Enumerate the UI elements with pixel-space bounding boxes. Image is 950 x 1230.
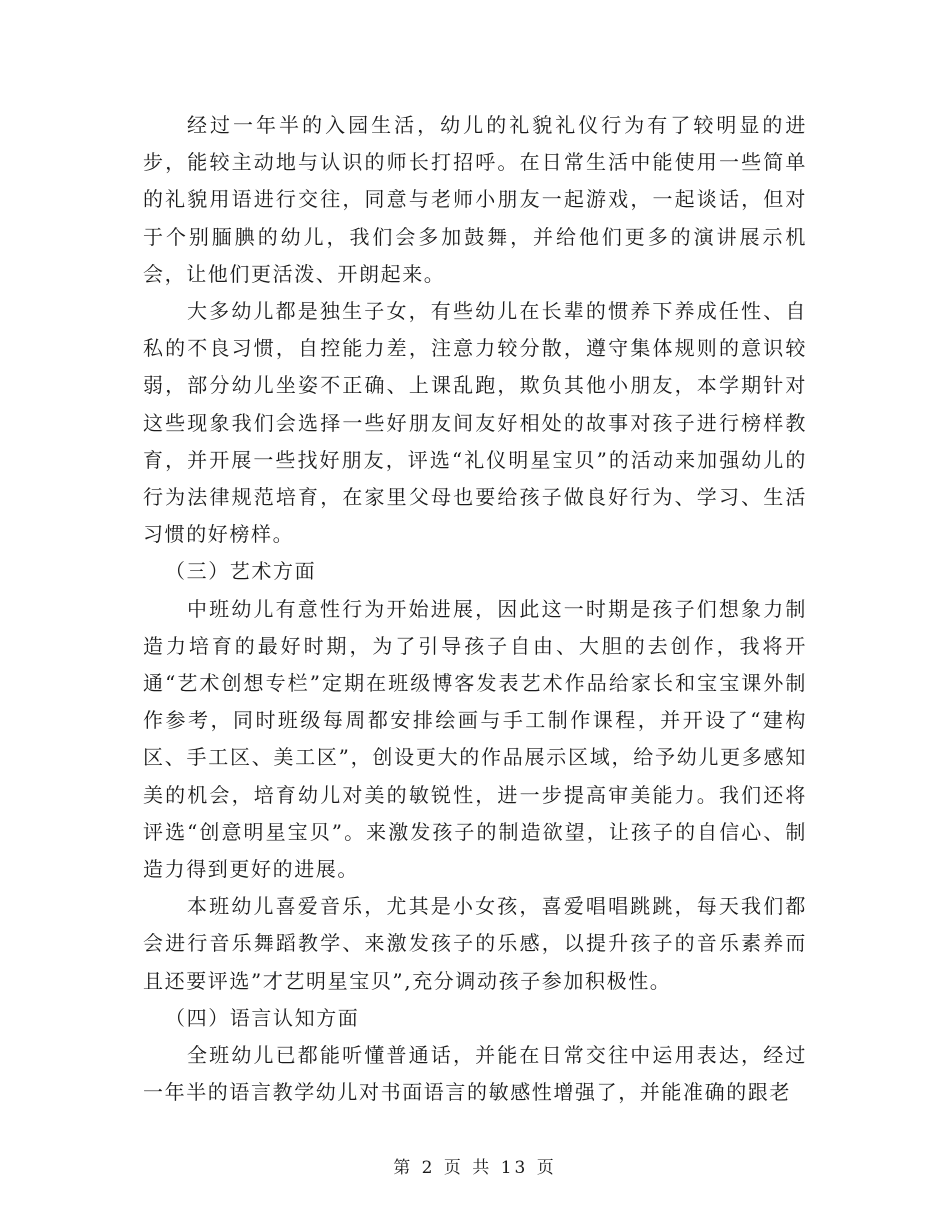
paragraph-behavior: 大多幼儿都是独生子女，有些幼儿在长辈的惯养下养成任性、自私的不良习惯，自控能力差，注意力较分散，遵守集体规则的意识较弱，部分幼儿坐姿不正确、上课乱跑，欺负其他小朋友，本学期针对这些现象我们会选择一些好朋友间友好相处的故事对孩子进行榜样教育，并开展一些找好朋友，评选“礼仪明星宝贝”的活动来加强幼儿的行为法律规范培育，在家里父母也要给孩子做良好行为、学习、生活习惯的好榜样。 [143,299,807,547]
paragraph-etiquette: 经过一年半的入园生活，幼儿的礼貌礼仪行为有了较明显的进步，能较主动地与认识的师长打招呼。在日常生活中能使用一些简单的礼貌用语进行交往，同意与老师小朋友一起游戏，一起谈话，但对于个别腼腆的幼儿，我们会多加鼓舞，并给他们更多的演讲展示机会，让他们更活泼、开朗起来。 [143,113,807,286]
section-heading-art: （三）艺术方面 [165,559,317,584]
paragraph-art-creativity: 中班幼儿有意性行为开始进展，因此这一时期是孩子们想象力制造力培育的最好时期，为了引导孩子自由、大胆的去创作，我将开通“艺术创想专栏”定期在班级博客发表艺术作品给家长和宝宝课外制作参考，同时班级每周都安排绘画与手工制作课程，并开设了“建构区、手工区、美工区”，创设更大的作品展示区域，给予幼儿更多感知美的机会，培育幼儿对美的敏锐性，进一步提高审美能力。我们还将评选“创意明星宝贝”。来激发孩子的制造欲望，让孩子的自信心、制造力得到更好的进展。 [143,596,807,882]
paragraph-music: 本班幼儿喜爱音乐，尤其是小女孩，喜爱唱唱跳跳，每天我们都会进行音乐舞蹈教学、来激发孩子的乐感，以提升孩子的音乐素养而且还要评选”才艺明星宝贝”,充分调动孩子参加积极性。 [143,894,807,993]
page-number-footer: 第 2 页 共 13 页 [393,1158,557,1178]
document-body [143,107,807,1111]
paragraph-language: 全班幼儿已都能听懂普通话，并能在日常交往中运用表达，经过一年半的语言教学幼儿对书面语言的敏感性增强了，并能准确的跟老 [143,1043,807,1105]
section-heading-language: （四）语言认知方面 [165,1005,360,1030]
